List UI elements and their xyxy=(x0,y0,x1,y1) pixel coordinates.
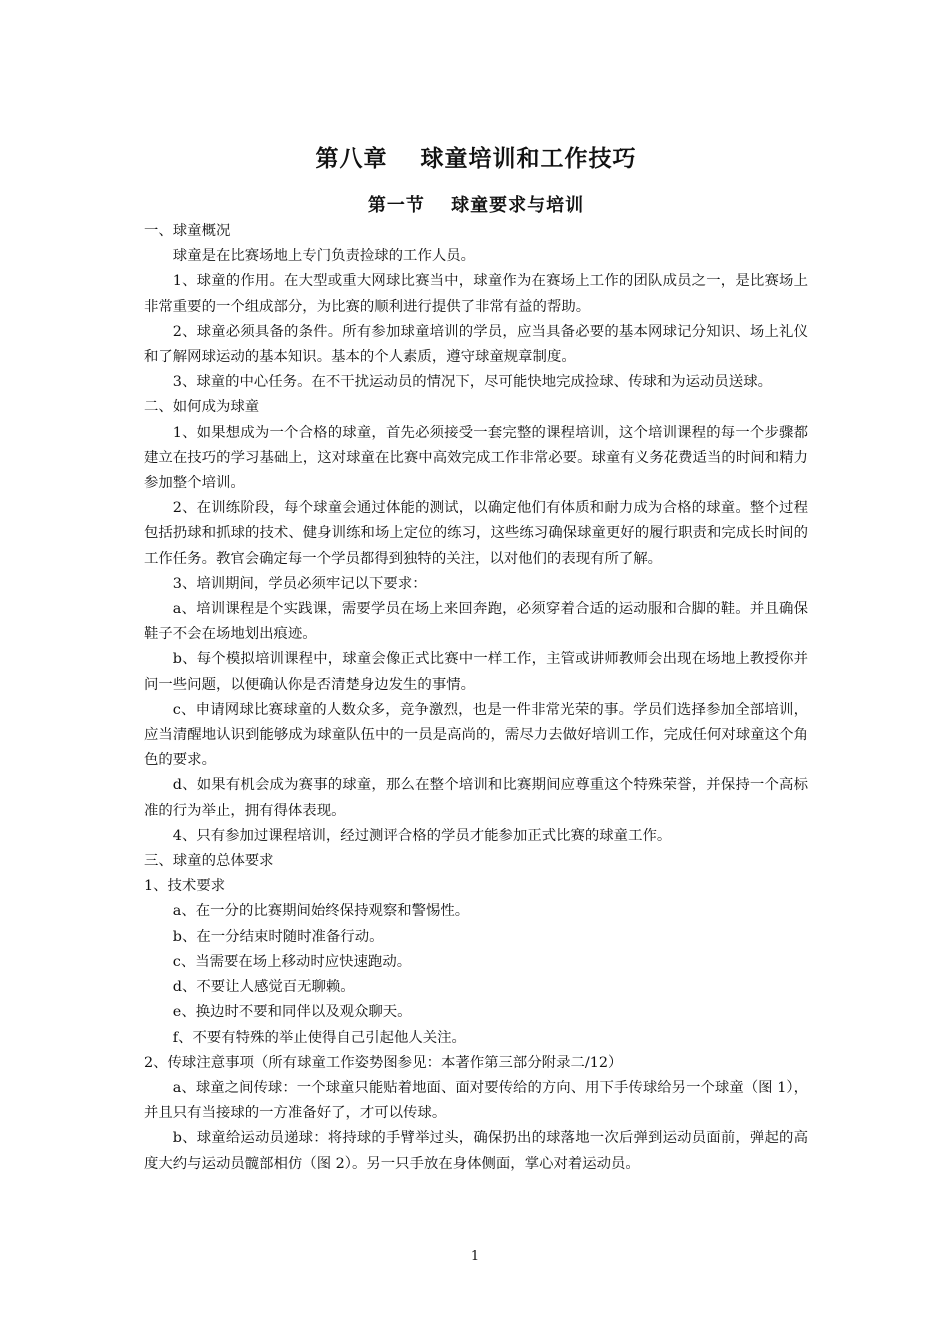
paragraph: b、在一分结束时随时准备行动。 xyxy=(172,928,384,945)
paragraph: 1、如果想成为一个合格的球童，首先必须接受一套完整的课程培训，这个培训课程的每一个步骤都建立在技巧的学习基础上，这对球童在比赛中高效完成工作非常必要。球童有义务花费适当的时间和精力参加整个培训。 xyxy=(144,424,808,492)
paragraph: b、每个模拟培训课程中，球童会像正式比赛中一样工作，主管或讲师教师会出现在场地上教授你并问一些问题，以便确认你是否清楚身边发生的事情。 xyxy=(144,651,808,693)
section-heading: 二、如何成为球童 xyxy=(144,399,260,416)
paragraph: 球童是在比赛场地上专门负责捡球的工作人员。 xyxy=(172,248,476,265)
paragraph: e、换边时不要和同伴以及观众聊天。 xyxy=(172,1004,412,1021)
paragraph: 3、培训期间，学员必须牢记以下要求： xyxy=(172,575,427,592)
paragraph: 2、球童必须具备的条件。所有参加球童培训的学员，应当具备必要的基本网球记分知识、场上礼仪和了解网球运动的基本知识。基本的个人素质，遵守球童规章制度。 xyxy=(144,323,808,366)
section-heading: 1、技术要求 xyxy=(144,878,226,895)
paragraph: a、在一分的比赛期间始终保持观察和警惕性。 xyxy=(172,903,470,920)
section-heading: 一、球童概况 xyxy=(144,223,231,239)
document-body xyxy=(144,143,808,1177)
paragraph: 3、球童的中心任务。在不干扰运动员的情况下，尽可能快地完成捡球、传球和为运动员送球。 xyxy=(172,374,772,391)
paragraph: 4、只有参加过课程培训，经过测评合格的学员才能参加正式比赛的球童工作。 xyxy=(172,827,672,844)
paragraph: a、培训课程是个实践课，需要学员在场上来回奔跑，必须穿着合适的运动服和合脚的鞋。并且确保鞋子不会在场地划出痕迹。 xyxy=(144,601,808,643)
paragraph: d、不要让人感觉百无聊赖。 xyxy=(172,979,355,996)
section-heading: 三、球童的总体要求 xyxy=(144,853,274,870)
page-number: 1 xyxy=(470,1249,480,1264)
section-title: 第一节 球童要求与培训 xyxy=(367,195,585,216)
chapter-title: 第八章 球童培训和工作技巧 xyxy=(315,145,637,172)
paragraph: 1、球童的作用。在大型或重大网球比赛当中，球童作为在赛场上工作的团队成员之一，是比赛场上非常重要的一个组成部分，为比赛的顺利进行提供了非常有益的帮助。 xyxy=(144,273,808,315)
paragraph: c、当需要在场上移动时应快速跑动。 xyxy=(172,953,412,970)
paragraph: f、不要有特殊的举止使得自己引起他人关注。 xyxy=(172,1029,466,1046)
paragraph: 2、在训练阶段，每个球童会通过体能的测试，以确定他们有体质和耐力成为合格的球童。整个过程包括扔球和抓球的技术、健身训练和场上定位的练习，这些练习确保球童更好的履行职责和完成长时间的工作任务。教官会确定每一个学员都得到独特的关注，以对他们的表现有所了解。 xyxy=(144,500,808,567)
paragraph-list xyxy=(144,219,808,1177)
section-heading: 2、传球注意事项（所有球童工作姿势图参见：本著作第三部分附录二/12） xyxy=(144,1054,623,1071)
paragraph: b、球童给运动员递球：将持球的手臂举过头，确保扔出的球落地一次后弹到运动员面前，弹起的高度大约与运动员髋部相仿（图 2）。另一只手放在身体侧面，掌心对着运动员。 xyxy=(144,1130,808,1172)
paragraph: d、如果有机会成为赛事的球童，那么在整个培训和比赛期间应尊重这个特殊荣誉，并保持一个高标准的行为举止，拥有得体表现。 xyxy=(144,777,808,819)
paragraph: c、申请网球比赛球童的人数众多，竞争激烈，也是一件非常光荣的事。学员们选择参加全部培训，应当清醒地认识到能够成为球童队伍中的一员是高尚的，需尽力去做好培训工作，完成任何对球童这个角色的要求。 xyxy=(144,701,808,769)
paragraph: a、球童之间传球：一个球童只能贴着地面、面对要传给的方向、用下手传球给另一个球童（图 1），并且只有当接球的一方准备好了，才可以传球。 xyxy=(144,1079,808,1122)
